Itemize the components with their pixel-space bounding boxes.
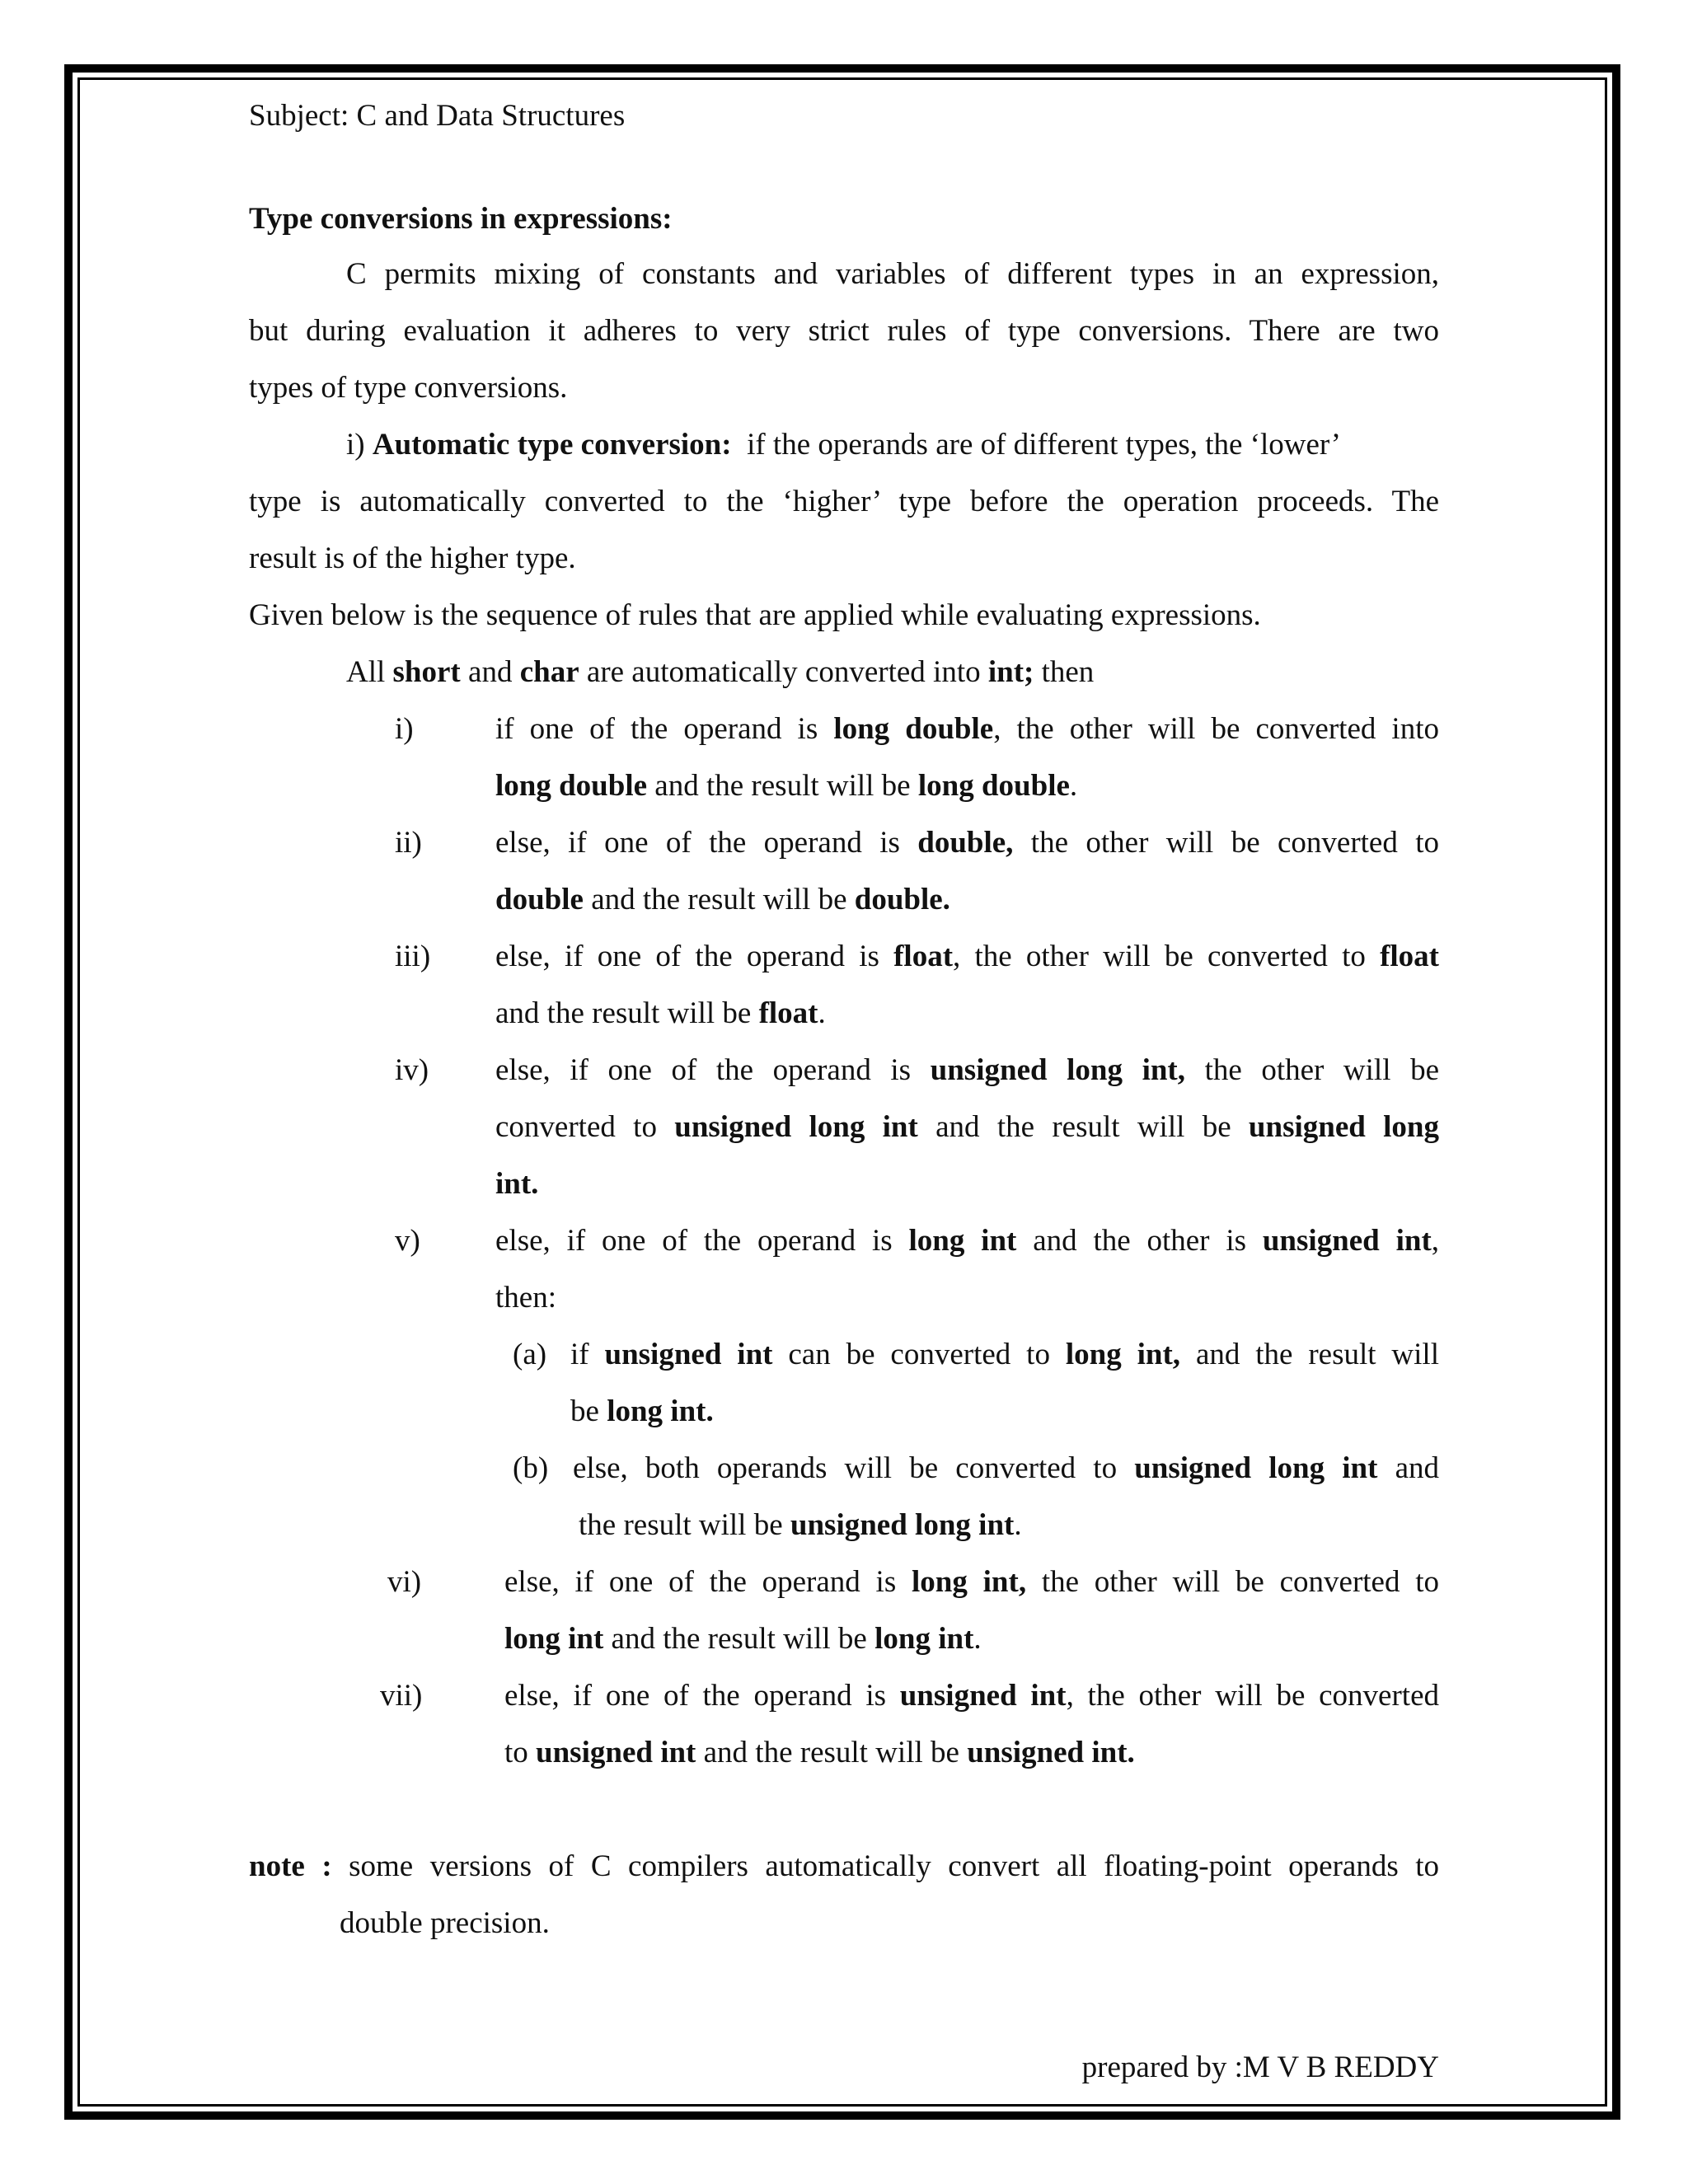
rule-label-v-a: (a): [513, 1338, 547, 1371]
subject-header: Subject: C and Data Structures: [249, 99, 626, 133]
auto-conversion-line-1: i) Automatic type conversion: if the operands are of different types, the ‘lower’: [346, 428, 1341, 462]
rule-v-line-2: then:: [495, 1281, 556, 1315]
rule-label-v: v): [395, 1224, 420, 1258]
note-line-2: double precision.: [340, 1906, 550, 1940]
rule-vi-line-1: else, if one of the operand is long int, the other will be converted to: [504, 1565, 1440, 1599]
rule-label-ii: ii): [395, 826, 422, 860]
rule-iii-line-2: and the result will be float.: [495, 996, 826, 1030]
rule-iv-line-1: else, if one of the operand is unsigned long int, the other will be: [495, 1053, 1439, 1087]
rule-i-line-1: if one of the operand is long double, the other will be converted into: [495, 712, 1439, 746]
rule-vii-line-1: else, if one of the operand is unsigned int, the other will be converted: [504, 1679, 1440, 1713]
rule-label-iv: iv): [395, 1053, 429, 1087]
rule-label-i: i): [395, 712, 414, 746]
rule-vi-line-2: long int and the result will be long int.: [504, 1622, 982, 1656]
rule-iv-line-2: converted to unsigned long int and the result will be unsigned long: [495, 1110, 1439, 1144]
rule-v-a-line-1: if unsigned int can be converted to long int, and the result will: [570, 1338, 1439, 1371]
intro-line-1: C permits mixing of constants and variables of different types in an expression,: [346, 257, 1439, 291]
auto-conversion-title: Automatic type conversion:: [372, 428, 732, 462]
rule-iii-line-1: else, if one of the operand is float, the other will be converted to float: [495, 940, 1439, 973]
auto-conversion-line-2: type is automatically converted to the ‘higher’ type before the operation proceeds. The: [249, 485, 1439, 518]
rule-iv-line-3: int.: [495, 1167, 539, 1201]
rule-v-a-line-2: be long int.: [570, 1394, 714, 1428]
rule-label-vi: vi): [387, 1565, 422, 1599]
rule-label-v-b: (b): [513, 1451, 549, 1485]
note-line-1: note : some versions of C compilers automatically convert all floating-point operands to: [249, 1849, 1439, 1883]
all-short-char-line: All short and char are automatically converted into int; then: [346, 655, 1095, 689]
given-below-line: Given below is the sequence of rules that are applied while evaluating expressions.: [249, 598, 1261, 632]
intro-line-2: but during evaluation it adheres to very strict rules of type conversions. There are two: [249, 314, 1439, 348]
rule-v-b-line-1: else, both operands will be converted to unsigned long int and: [573, 1451, 1439, 1485]
rule-i-line-2: long double and the result will be long double.: [495, 769, 1078, 803]
note-label: note :: [249, 1849, 332, 1883]
intro-line-3: types of type conversions.: [249, 371, 568, 405]
prepared-by: prepared by :M V B REDDY: [1081, 2050, 1439, 2084]
section-heading: Type conversions in expressions:: [249, 202, 673, 236]
rule-label-iii: iii): [395, 940, 431, 973]
rule-ii-line-1: else, if one of the operand is double, the other will be converted to: [495, 826, 1439, 860]
rule-ii-line-2: double and the result will be double.: [495, 883, 950, 916]
rule-v-b-line-2: the result will be unsigned long int.: [579, 1508, 1022, 1542]
rule-vii-line-2: to unsigned int and the result will be unsigned int.: [504, 1736, 1135, 1769]
rule-label-vii: vii): [380, 1679, 423, 1713]
rule-v-line-1: else, if one of the operand is long int and the other is unsigned int,: [495, 1224, 1440, 1258]
auto-conversion-line-3: result is of the higher type.: [249, 541, 576, 575]
